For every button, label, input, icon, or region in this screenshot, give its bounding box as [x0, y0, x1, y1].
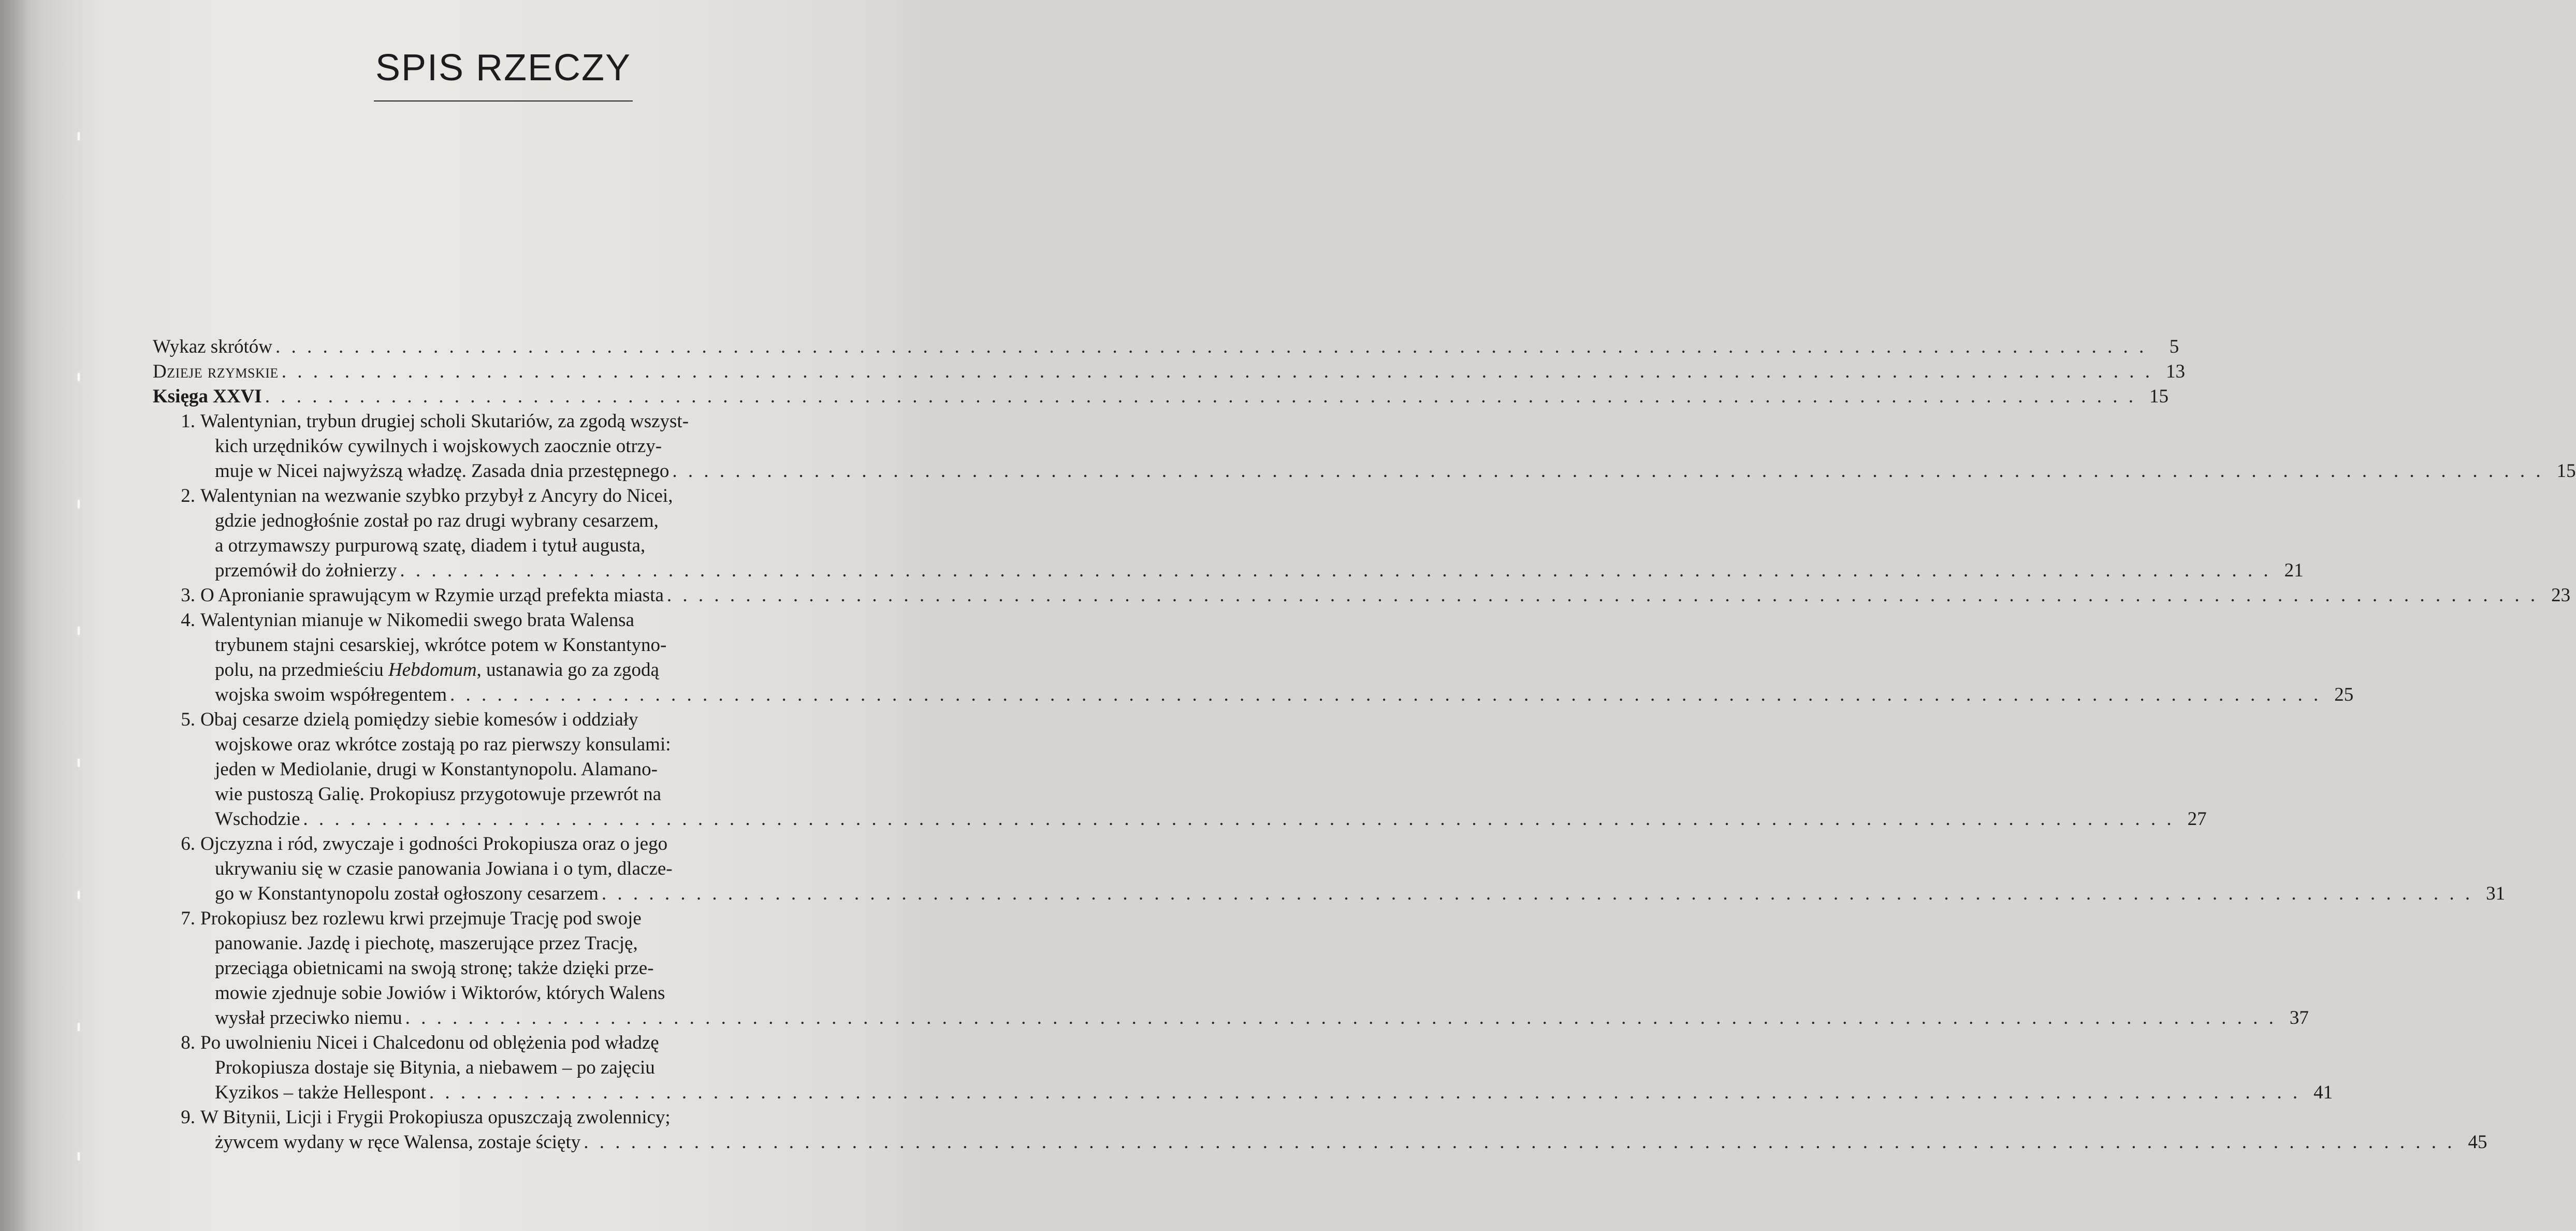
entry-line: Po uwolnieniu Nicei i Chalcedonu od oblężenia pod władzę	[200, 1032, 659, 1053]
entry-line: żywcem wydany w ręce Walensa, zostaje ścięty	[215, 1132, 581, 1153]
entry-number: 8.	[181, 1032, 195, 1053]
page-number: 23	[2551, 585, 2571, 606]
page-number: 21	[2284, 560, 2304, 581]
entry-number: 9.	[181, 1107, 195, 1128]
entry-line: polu, na przedmieściu Hebdomum, ustanawia go za zgodą	[215, 659, 659, 680]
dot-leader	[405, 1006, 2277, 1031]
entry-line: kich urzędników cywilnych i wojskowych zaocznie otrzy-	[215, 436, 662, 457]
binding-stitch	[78, 1152, 80, 1161]
toc-row-book-xxvi	[153, 384, 2169, 409]
binding-shadow	[0, 0, 31, 1231]
page-number: 25	[2334, 684, 2354, 705]
entry-line: trybunem stajni cesarskiej, wkrótce potem w Konstantyno-	[215, 634, 667, 656]
entry-line: wojskowe oraz wkrótce zostają po raz pierwszy konsulami:	[215, 734, 671, 755]
toc-entry	[153, 1105, 2487, 1155]
entry-text	[200, 707, 2207, 832]
entry-number: 7.	[181, 908, 195, 929]
entry-number: 3.	[181, 585, 195, 606]
entry-number: 2.	[181, 485, 195, 506]
dot-leader	[429, 1080, 2301, 1105]
entry-last-line	[200, 1080, 2333, 1105]
dot-leader	[275, 335, 2147, 359]
dot-leader	[265, 384, 2136, 409]
entry-line: muje w Nicei najwyższą władzę. Zasada dnia przestępnego	[215, 460, 670, 482]
binding-stitch	[78, 373, 80, 381]
toc-entry	[153, 707, 2207, 832]
toc-entry	[153, 583, 2571, 608]
chapter-list	[153, 409, 2576, 1155]
entry-last-line	[200, 459, 2576, 484]
page-number: 31	[2486, 883, 2506, 904]
dot-leader	[400, 558, 2271, 583]
toc-row-label: Dzieje rzymskie	[153, 361, 279, 382]
entry-line: panowanie. Jazdę i piechotę, maszerujące przez Trację,	[215, 933, 638, 954]
page-number: 37	[2289, 1007, 2309, 1029]
binding-stitch	[78, 759, 80, 767]
italic-term: Hebdomum	[388, 659, 477, 680]
toc-entry	[153, 1031, 2333, 1105]
toc-row-roman-history	[153, 359, 2186, 384]
entry-last-line	[200, 1130, 2487, 1155]
entry-line: przeciąga obietnicami na swoją stronę; także dzięki prze-	[215, 958, 654, 979]
entry-line: Obaj cesarze dzielą pomiędzy siebie komesów i oddziały	[200, 709, 638, 730]
entry-text	[200, 906, 2309, 1031]
entry-number: 4.	[181, 610, 195, 631]
page-number: 13	[2166, 361, 2186, 382]
entry-line: wie pustoszą Galię. Prokopiusz przygotowuje przewrót na	[215, 784, 662, 805]
entry-line: Prokopiusza dostaje się Bitynia, a niebawem – po zajęciu	[215, 1057, 655, 1078]
entry-last-line	[200, 881, 2505, 906]
binding-stitch	[78, 500, 80, 508]
dot-leader	[450, 683, 2321, 707]
dot-leader	[282, 359, 2153, 384]
entry-last-line	[200, 1006, 2309, 1031]
entry-line: jeden w Mediolanie, drugi w Konstantynopolu. Alamano-	[215, 759, 658, 780]
dot-leader	[667, 583, 2538, 608]
page-number: 15	[2556, 460, 2576, 482]
entry-text	[200, 608, 2353, 707]
entry-line: przemówił do żołnierzy	[215, 560, 397, 581]
page-number: 5	[2169, 336, 2179, 357]
binding-stitch	[78, 1023, 80, 1031]
entry-line: wojska swoim współregentem	[215, 684, 447, 705]
dot-leader	[672, 459, 2543, 484]
entry-number: 5.	[181, 709, 195, 730]
entry-number: 1.	[181, 411, 195, 432]
entry-last-line	[200, 807, 2207, 832]
entry-last-line	[200, 683, 2353, 707]
entry-line: go w Konstantynopolu został ogłoszony cesarzem	[215, 883, 599, 904]
page-number: 27	[2187, 808, 2207, 830]
page-number: 45	[2468, 1132, 2487, 1153]
entry-line: ukrywaniu się w czasie panowania Jowiana i o tym, dlacze-	[215, 858, 673, 879]
toc-row-abbreviations	[153, 335, 2179, 359]
entry-line: W Bitynii, Licji i Frygii Prokopiusza opuszczają zwolennicy;	[200, 1107, 671, 1128]
toc-entry	[153, 906, 2309, 1031]
title-underline	[374, 100, 633, 102]
entry-number: 6.	[181, 833, 195, 855]
entry-line: wysłał przeciwko niemu	[215, 1007, 402, 1029]
entry-text	[200, 1031, 2333, 1105]
entry-line: mowie zjednuje sobie Jowiów i Wiktorów, których Walens	[215, 982, 665, 1004]
page-number: 15	[2149, 386, 2169, 407]
entry-line: Walentynian, trybun drugiej scholi Skutariów, za zgodą wszyst-	[200, 411, 689, 432]
book-page	[153, 47, 2576, 1155]
entry-text	[200, 832, 2505, 906]
binding-stitch	[78, 627, 80, 635]
toc-entry	[153, 608, 2354, 707]
dot-leader	[303, 807, 2174, 832]
dot-leader	[602, 881, 2473, 906]
table-of-contents	[153, 335, 2576, 1155]
entry-last-line	[200, 558, 2304, 583]
entry-line: O Apronianie sprawującym w Rzymie urząd prefekta miasta	[200, 585, 664, 606]
dot-leader	[584, 1130, 2455, 1155]
page-title: SPIS RZECZY	[375, 47, 632, 89]
entry-line: Wschodzie	[215, 808, 300, 830]
entry-line: Prokopiusz bez rozlewu krwi przejmuje Trację pod swoje	[200, 908, 642, 929]
entry-line: Walentynian na wezwanie szybko przybył z Ancyry do Nicei,	[200, 485, 673, 506]
entry-line: gdzie jednogłośnie został po raz drugi wybrany cesarzem,	[215, 510, 659, 531]
toc-entry	[153, 484, 2304, 583]
toc-row-label: Wykaz skrótów	[153, 336, 273, 357]
page-number: 41	[2313, 1082, 2333, 1103]
entry-text	[200, 484, 2304, 583]
entry-line: Walentynian mianuje w Nikomedii swego brata Walensa	[200, 610, 634, 631]
entry-text	[200, 409, 2576, 484]
binding-stitch	[78, 891, 80, 899]
entry-line: a otrzymawszy purpurową szatę, diadem i tytuł augusta,	[215, 535, 646, 556]
entry-text	[200, 1105, 2487, 1155]
entry-line: Kyzikos – także Hellespont	[215, 1082, 426, 1103]
binding-stitch	[78, 132, 80, 140]
toc-entry	[153, 409, 2576, 484]
entry-last-line	[200, 583, 2570, 608]
entry-line: Ojczyzna i ród, zwyczaje i godności Prokopiusza oraz o jego	[200, 833, 668, 855]
book-heading: Księga XXVI	[153, 386, 262, 407]
entry-text	[200, 583, 2570, 608]
toc-entry	[153, 832, 2506, 906]
